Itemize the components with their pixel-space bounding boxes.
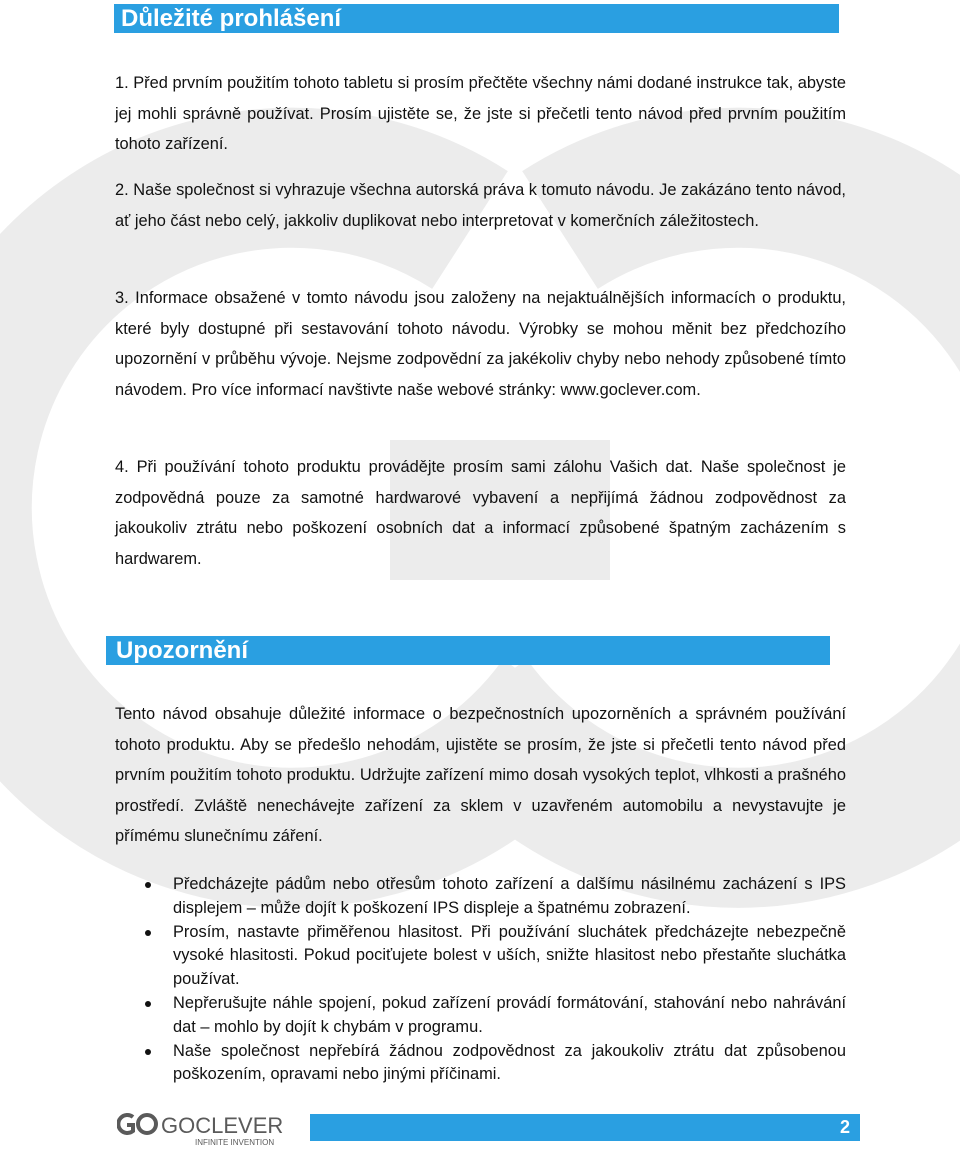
goclever-logo (117, 1109, 292, 1149)
paragraph-2: 2. Naše společnost si vyhrazuje všechna autorská práva k tomuto návodu. Je zakázáno tento návod, ať jeho část nebo celý, jakkoliv duplikovat nebo interpretovat v komerčních záležitostech. (115, 181, 846, 230)
bullet-icon (145, 1001, 151, 1007)
bullet-text: Předcházejte pádům nebo otřesům tohoto zařízení a dalšímu násilnému zacházení s IPS displejem – může dojít k poškození IPS displeje a špatnému zobrazení. (173, 875, 846, 917)
footer-bar (310, 1114, 860, 1141)
warning-intro: Tento návod obsahuje důležité informace o bezpečnostních upozorněních a správném používání tohoto produktu. Aby se předešlo nehodám, ujistěte se prosím, že jste si přečetli tento návod před prvním použitím tohoto produktu. Udržujte zařízení mimo dosah vysokých teplot, vlhkosti a prašného prostředí. Zvláště nenechávejte zařízení za sklem v uzavřeném automobilu a nevystavujte je přímému slunečnímu záření. (115, 705, 846, 846)
section-heading-warning: Upozornění (106, 636, 830, 665)
bullet-item (115, 992, 846, 1039)
warning-bullet-list (115, 873, 846, 1087)
bullet-icon (145, 930, 151, 936)
bullet-text: Naše společnost nepřebírá žádnou zodpovědnost za jakoukoliv ztrátu dat způsobenou poškozením, opravami nebo jinými příčinami. (173, 1041, 846, 1084)
paragraph-3: 3. Informace obsažené v tomto návodu jsou založeny na nejaktuálnějších informacích o produktu, které byly dostupné při sestavování tohoto návodu. Výrobky se mohou měnit bez předchozího upozornění v průběhu vývoje. Nejsme zodpovědní za jakékoliv chyby nebo nehody způsobené tímto návodem. Pro více informací navštivte naše webové stránky: www.goclever.com. (115, 289, 846, 399)
logo-tagline: INFINITE INVENTION (195, 1138, 275, 1147)
bullet-item (115, 873, 846, 920)
bullet-icon (145, 882, 151, 888)
bullet-item (115, 921, 846, 992)
bullet-item (115, 1040, 846, 1087)
bullet-text: Prosím, nastavte přiměřenou hlasitost. Při používání sluchátek předcházejte nebezpečně vysoké hlasitosti. Pokud pociťujete bolest v uších, snižte hlasitost nebo přestaňte sluchátka používat. (173, 922, 846, 988)
paragraph-1: 1. Před prvním použitím tohoto tabletu si prosím přečtěte všechny námi dodané instrukce tak, abyste jej mohli správně používat. Prosím ujistěte se, že jste si přečetli tento návod před prvním použitím tohoto zařízení. (115, 74, 846, 154)
bullet-text: Nepřerušujte náhle spojení, pokud zařízení provádí formátování, stahování nebo nahrávání dat – mohlo by dojít k chybám v programu. (173, 993, 846, 1036)
paragraph-4: 4. Při používání tohoto produktu provádějte prosím sami zálohu Vašich dat. Naše společnost je zodpovědná pouze za samotné hardwarové vybavení a nepřijímá žádnou zodpovědnost za jakoukoliv ztrátu nebo poškození osobních dat a informací způsobené špatným zacházením s hardwarem. (115, 458, 846, 568)
logo-wordmark: GOCLEVER (161, 1113, 284, 1138)
section-heading-important: Důležité prohlášení (114, 4, 839, 33)
bullet-icon (145, 1049, 151, 1055)
page-number: 2 (839, 1117, 850, 1137)
